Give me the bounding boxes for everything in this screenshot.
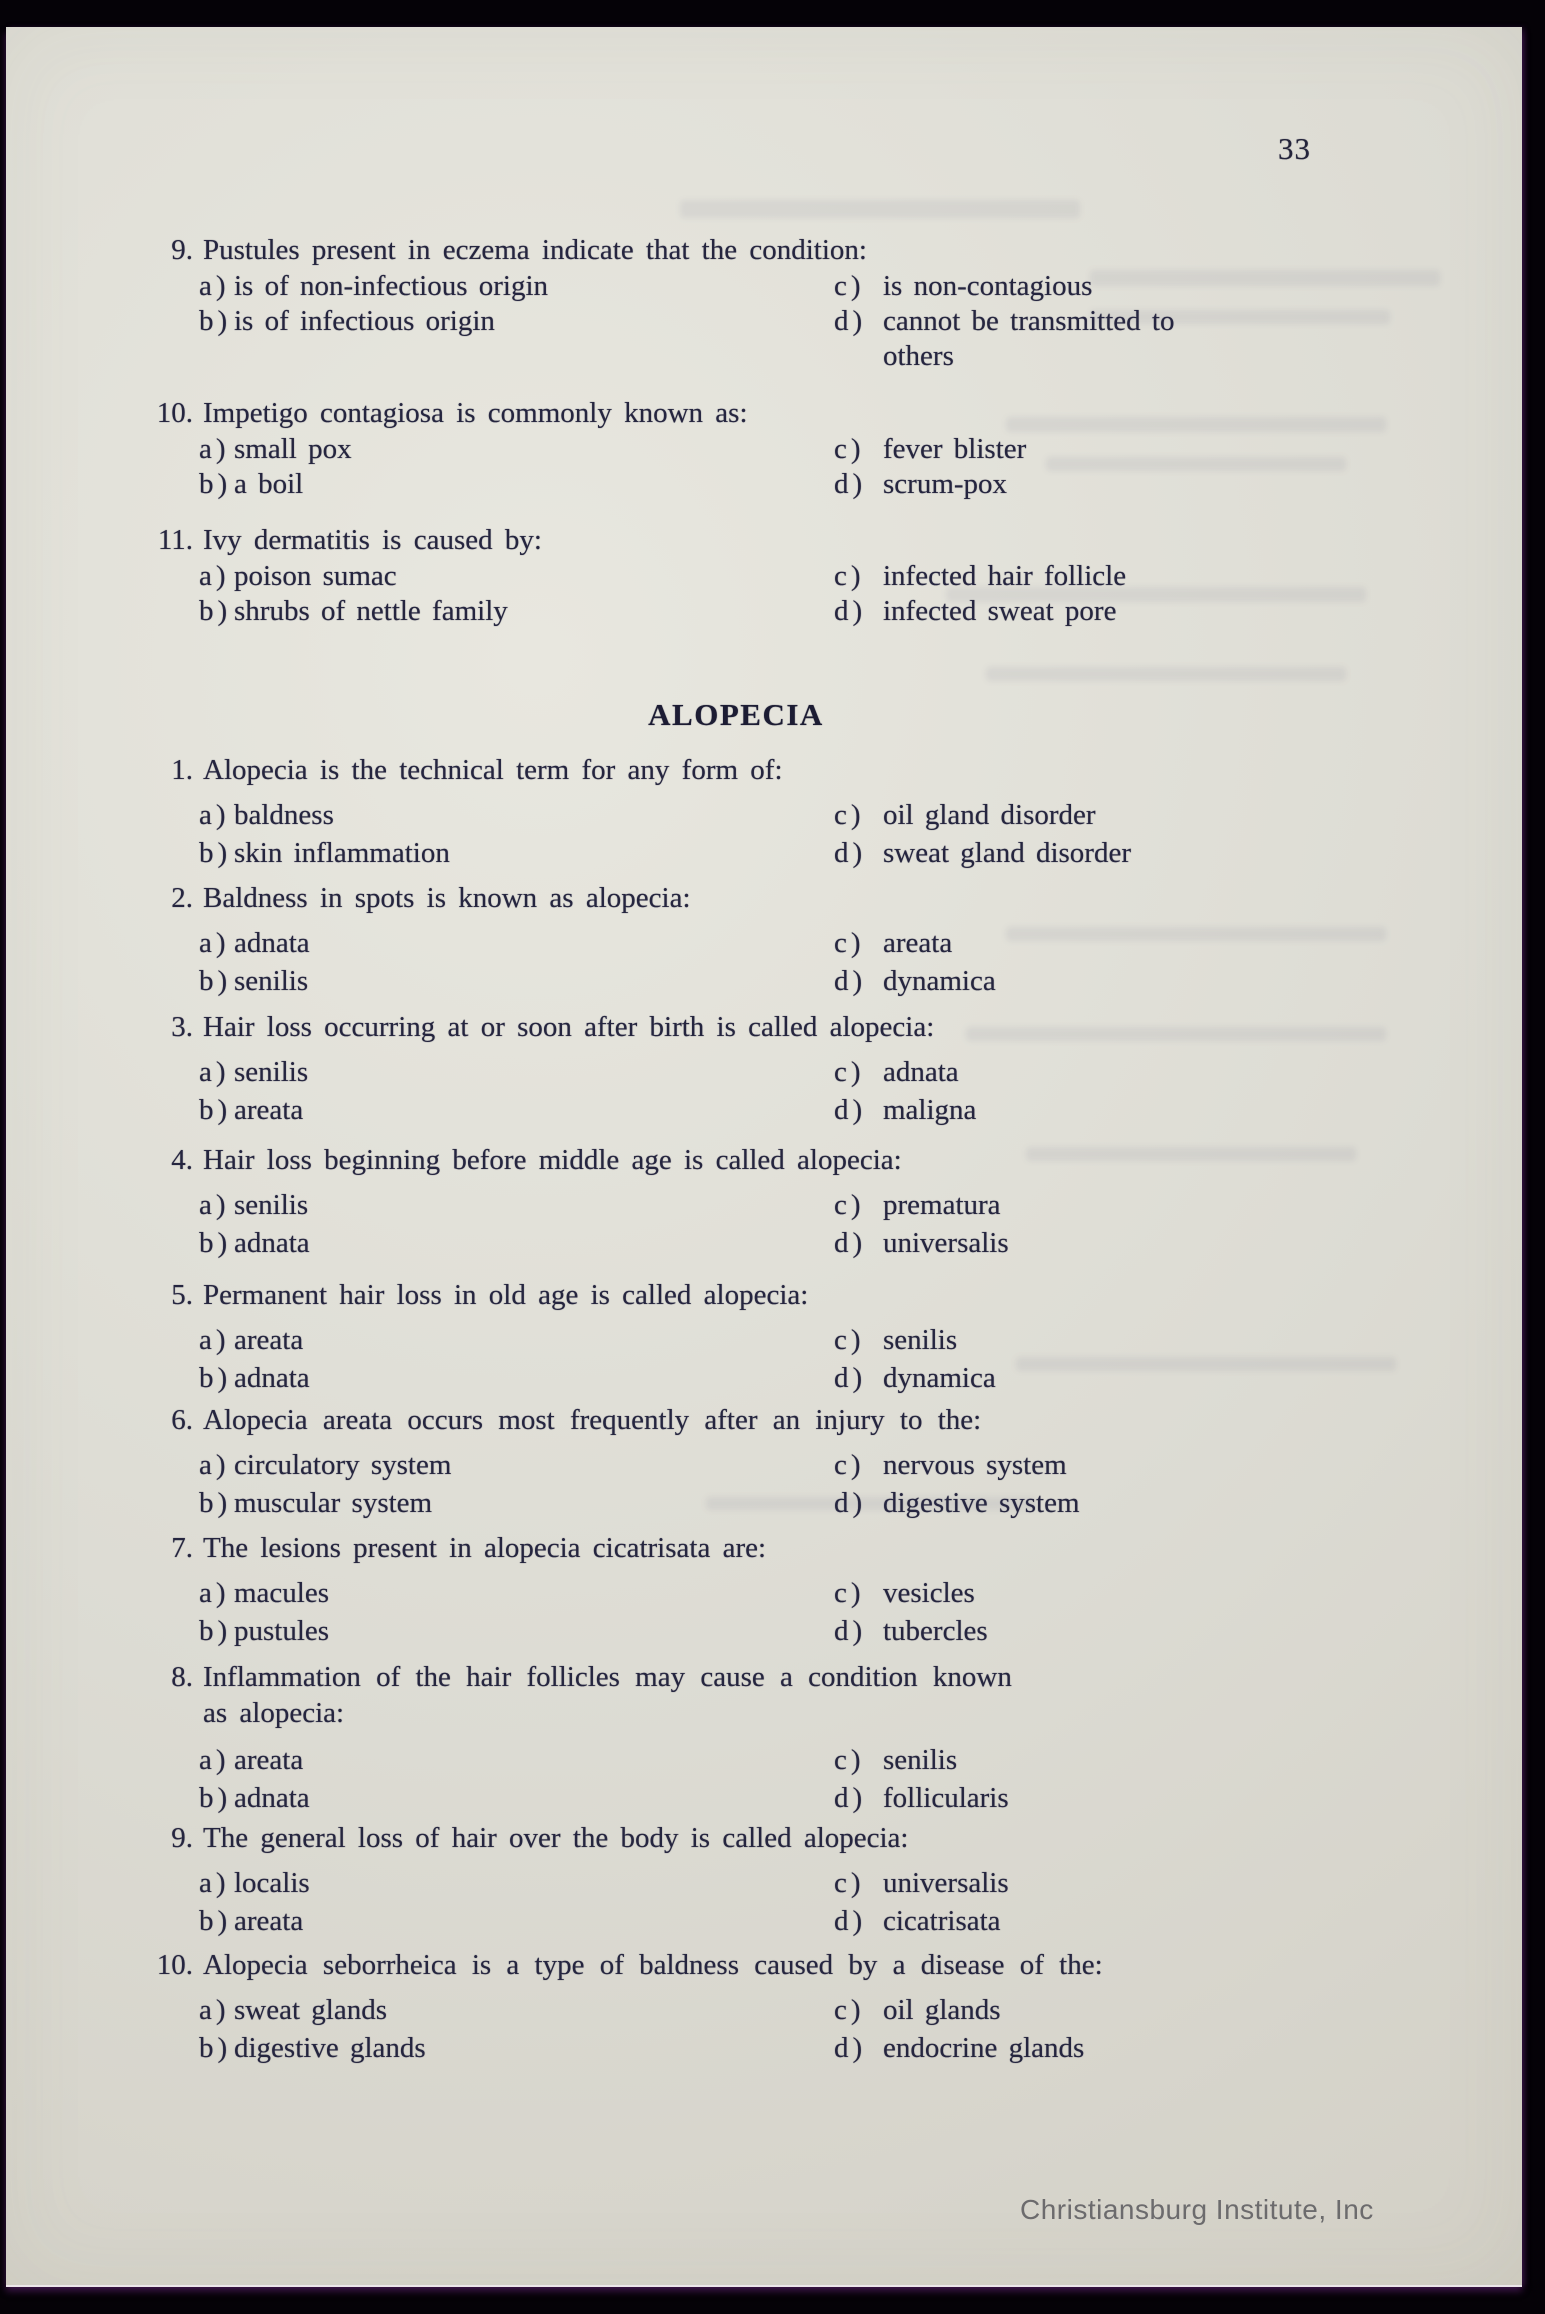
question-line [146,1660,1466,1694]
option-row [199,467,1466,502]
option-row [199,594,1466,629]
question-line [146,396,1466,430]
options [199,1446,1466,1522]
option-text: universalis [883,1227,1009,1259]
option-text: areata [883,927,953,959]
option-text: macules [234,1577,330,1609]
option-text: pustules [234,1615,330,1647]
option-letter: c) [834,270,865,302]
question-number: 2. [171,882,193,914]
option-row [199,1902,1466,1940]
question-text: The general loss of hair over the body is called alopecia: [203,1822,909,1854]
option-letter: a) [199,799,230,831]
options [199,1574,1466,1650]
option-text: skin inflammation [234,837,450,869]
option-text: scrum-pox [883,468,1008,500]
option-letter: b) [199,1615,232,1647]
options [199,1741,1466,1817]
option-row [199,1741,1466,1779]
question-text: Hair loss occurring at or soon after birth is called alopecia: [203,1011,935,1043]
option-row [199,1186,1466,1224]
options [199,1053,1466,1129]
question-block [146,1948,1466,2067]
document-page [6,27,1522,2285]
question-block [146,1010,1466,1129]
option-text: fever blister [883,433,1027,465]
option-letter: c) [834,560,865,592]
question-number: 9. [171,234,193,266]
question-line [146,881,1466,915]
question-block [146,753,1466,872]
option-text: cannot be transmitted to [883,305,1175,337]
option-letter: c) [834,1867,865,1899]
option-letter: b) [199,2032,232,2064]
option-letter: a) [199,1189,230,1221]
question-text: Alopecia areata occurs most frequently after an injury to the: [203,1404,982,1436]
option-text: areata [234,1905,304,1937]
option-letter: d) [834,1094,867,1126]
question-text: Inflammation of the hair follicles may cause a condition known [203,1661,1012,1693]
option-letter: b) [199,1094,232,1126]
option-letter: d) [834,1487,867,1519]
option-letter: d) [834,1615,867,1647]
option-row [199,924,1466,962]
option-letter: c) [834,1577,865,1609]
question-line [146,1531,1466,1565]
question-text: Permanent hair loss in old age is called alopecia: [203,1279,809,1311]
option-letter: b) [199,305,232,337]
option-letter: a) [199,1056,230,1088]
question-block [146,1531,1466,1650]
option-text: vesicles [883,1577,975,1609]
option-letter: a) [199,1577,230,1609]
option-text: dynamica [883,965,996,997]
question-block [146,1660,1466,1817]
option-letter: d) [834,595,867,627]
option-row [199,1779,1466,1817]
section-heading-alopecia: ALOPECIA [648,697,824,732]
options [199,559,1466,629]
question-text: The lesions present in alopecia cicatrisata are: [203,1532,767,1564]
option-letter: d) [834,468,867,500]
option-text: cicatrisata [883,1905,1001,1937]
question-block [146,881,1466,1000]
option-row [199,559,1466,594]
question-line [146,1821,1466,1855]
option-row [199,304,1466,339]
option-text: infected sweat pore [883,595,1117,627]
question-block [146,396,1466,502]
question-line [146,1143,1466,1177]
option-letter: c) [834,1994,865,2026]
option-text: areata [234,1324,304,1356]
options [199,796,1466,872]
option-text: adnata [234,1227,310,1259]
option-text: infected hair follicle [883,560,1127,592]
option-row [199,432,1466,467]
option-text: muscular system [234,1487,433,1519]
option-letter: a) [199,560,230,592]
option-letter: c) [834,433,865,465]
page-number: 33 [1278,131,1311,166]
option-text: maligna [883,1094,977,1126]
question-number: 10. [156,1949,193,1981]
option-text: senilis [234,1056,309,1088]
option-letter: d) [834,1227,867,1259]
option-row [199,1864,1466,1902]
option-text: endocrine glands [883,2032,1085,2064]
option-letter: a) [199,1449,230,1481]
option-row [199,1321,1466,1359]
option-row [199,796,1466,834]
option-letter: c) [834,1744,865,1776]
option-letter: d) [834,1782,867,1814]
options [199,1321,1466,1397]
option-letter: c) [834,1449,865,1481]
question-block [146,1278,1466,1397]
option-letter: a) [199,433,230,465]
option-text: digestive system [883,1487,1080,1519]
bleedthrough-smudge [680,200,1080,218]
question-number: 7. [171,1532,193,1564]
option-letter: b) [199,468,232,500]
question-text-continued: as alopecia: [203,1697,345,1729]
option-row [199,1091,1466,1129]
question-line [146,1948,1466,1982]
option-text: sweat glands [234,1994,387,2026]
option-text: a boil [234,468,304,500]
option-letter: d) [834,1905,867,1937]
option-letter: d) [834,2032,867,2064]
option-letter: c) [834,1324,865,1356]
option-text: dynamica [883,1362,996,1394]
bleedthrough-smudge [986,667,1346,681]
question-number: 1. [171,754,193,786]
option-text: senilis [883,1744,958,1776]
question-number: 3. [171,1011,193,1043]
option-text: adnata [234,927,310,959]
option-letter: b) [199,1905,232,1937]
option-text: baldness [234,799,334,831]
question-block [146,233,1466,374]
option-letter: c) [834,1056,865,1088]
question-text: Baldness in spots is known as alopecia: [203,882,691,914]
option-letter: b) [199,595,232,627]
question-text: Alopecia is the technical term for any form of: [203,754,783,786]
question-line [146,753,1466,787]
options [199,1186,1466,1262]
option-text: prematura [883,1189,1001,1221]
option-text-continued: others [883,340,954,372]
option-letter: a) [199,1867,230,1899]
option-row [199,339,1466,374]
option-text: circulatory system [234,1449,452,1481]
option-text: areata [234,1744,304,1776]
question-line [146,233,1466,267]
question-block [146,1403,1466,1522]
option-text: universalis [883,1867,1009,1899]
option-letter: c) [834,799,865,831]
option-letter: d) [834,837,867,869]
option-row [199,1484,1466,1522]
option-text: nervous system [883,1449,1067,1481]
option-text: oil glands [883,1994,1001,2026]
options [199,1991,1466,2067]
options [199,924,1466,1000]
option-row [199,1991,1466,2029]
option-text: is of infectious origin [234,305,495,337]
option-row [199,1359,1466,1397]
option-row [199,1224,1466,1262]
option-letter: a) [199,1994,230,2026]
option-row [199,1612,1466,1650]
question-text: Hair loss beginning before middle age is called alopecia: [203,1144,902,1176]
option-text: senilis [234,1189,309,1221]
option-letter: c) [834,1189,865,1221]
option-text: is non-contagious [883,270,1093,302]
question-block [146,1143,1466,1262]
question-line [146,1278,1466,1312]
option-letter: a) [199,1744,230,1776]
question-line [146,1010,1466,1044]
option-text: senilis [234,965,309,997]
question-number: 9. [171,1822,193,1854]
question-text: Ivy dermatitis is caused by: [203,524,542,556]
question-text: Impetigo contagiosa is commonly known as: [203,397,748,429]
option-text: follicularis [883,1782,1009,1814]
option-letter: a) [199,1324,230,1356]
option-text: is of non-infectious origin [234,270,549,302]
option-text: small pox [234,433,352,465]
option-letter: d) [834,305,867,337]
option-letter: b) [199,965,232,997]
option-text: localis [234,1867,310,1899]
options [199,1864,1466,1940]
option-text: poison sumac [234,560,397,592]
option-letter: d) [834,1362,867,1394]
question-number: 8. [171,1661,193,1693]
question-number: 11. [157,524,193,556]
question-text: Alopecia seborrheica is a type of baldness caused by a disease of the: [203,1949,1103,1981]
option-row [199,834,1466,872]
watermark-text: Christiansburg Institute, Inc [1020,2194,1374,2225]
option-text: oil gland disorder [883,799,1096,831]
option-row [199,1053,1466,1091]
option-letter: a) [199,927,230,959]
question-line [146,1403,1466,1437]
option-letter: b) [199,1362,232,1394]
options [199,432,1466,502]
option-text: senilis [883,1324,958,1356]
question-number: 10. [156,397,193,429]
option-letter: b) [199,1227,232,1259]
option-text: sweat gland disorder [883,837,1131,869]
option-row [199,1446,1466,1484]
option-letter: d) [834,965,867,997]
question-block [146,523,1466,629]
question-number: 5. [171,1279,193,1311]
options [199,269,1466,374]
option-letter: a) [199,270,230,302]
option-text: areata [234,1094,304,1126]
question-block [146,1821,1466,1940]
option-text: tubercles [883,1615,988,1647]
option-text: digestive glands [234,2032,426,2064]
option-letter: b) [199,1487,232,1519]
option-text: adnata [234,1782,310,1814]
option-text: adnata [883,1056,959,1088]
question-number: 4. [171,1144,193,1176]
option-letter: c) [834,927,865,959]
option-row [199,2029,1466,2067]
option-text: adnata [234,1362,310,1394]
option-text: shrubs of nettle family [234,595,508,627]
question-number: 6. [171,1404,193,1436]
option-row [199,1574,1466,1612]
option-letter: b) [199,1782,232,1814]
question-line [146,523,1466,557]
question-text: Pustules present in eczema indicate that the condition: [203,234,867,266]
option-row [199,962,1466,1000]
option-spacer [199,339,883,374]
option-row [199,269,1466,304]
option-letter: b) [199,837,232,869]
